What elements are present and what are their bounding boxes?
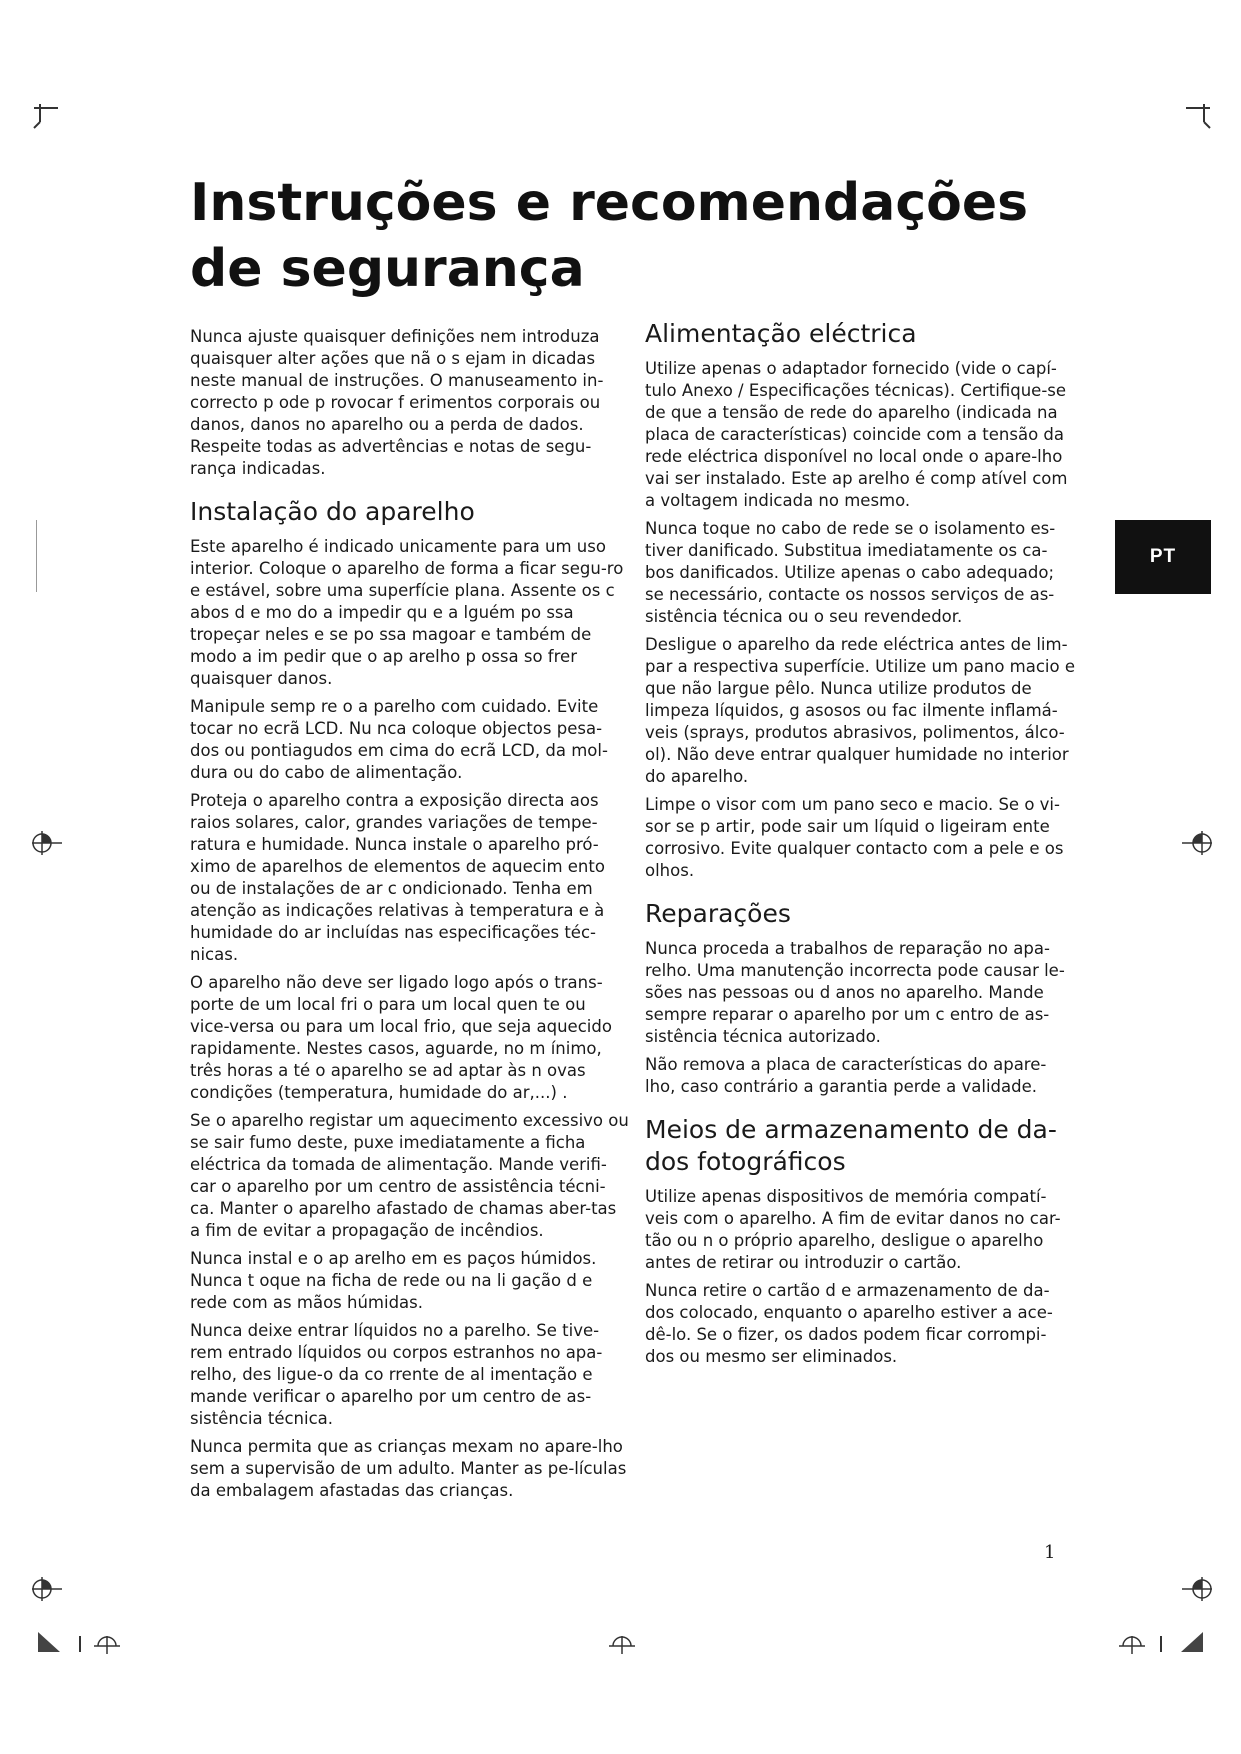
paragraph: Nunca toque no cabo de rede se o isolamento es-tiver danificado. Substitua imediatamente os ca-bos danificados. Utilize apenas o cabo adequado; se necessário, contacte os nossos serviços de as-sistência técnica ou o seu revendedor. — [645, 519, 1056, 626]
page-number: 1 — [1044, 1542, 1056, 1563]
registration-target-bottom-left-icon — [30, 1572, 64, 1606]
paragraph: Se o aparelho registar um aquecimento excessivo ou se sair fumo deste, puxe imediatamente a ficha eléctrica da tomada de alimentação. Mande verifi-car o aparelho por um centro de assistência técni-ca. Manter o aparelho afastado de chamas aber-tas a fim de evitar a propagação de incêndios. — [190, 1111, 629, 1240]
paragraph: O aparelho não deve ser ligado logo após o trans-porte de um local fri o para um local quen te ou vice-versa ou para um local frio, que seja aquecido rapidamente. Nestes casos, aguarde, no m ínimo, três horas a té o aparelho se ad aptar às n ovas condições (temperatura, humidade do ar,...) . — [190, 973, 612, 1102]
section-heading-power: Alimentação eléctrica — [645, 319, 917, 348]
margin-line — [36, 520, 37, 592]
color-wedge-right-icon — [1115, 1628, 1205, 1654]
left-column — [190, 326, 630, 1508]
paragraph: Utilize apenas o adaptador fornecido (vide o capí-tulo Anexo / Especificações técnicas). Certifique-se de que a tensão de rede do aparelho (indicada na placa de características) coincide com a tensão da rede eléctrica disponível no local onde o apare-lho vai ser instalado. Este ap arelho é comp atível com a voltagem indicada no mesmo. — [645, 359, 1068, 510]
paragraph: Proteja o aparelho contra a exposição directa aos raios solares, calor, grandes variações de tempe-ratura e humidade. Nunca instale o aparelho pró-ximo de aparelhos de elementos de aquecim ento ou de instalações de ar c ondicionado. Tenha em atenção as indicações relativas à temperatura e à humidade do ar incluídas nas especificações téc-nicas. — [190, 791, 605, 964]
intro-paragraph: Nunca ajuste quaisquer definições nem introduza quaisquer alter ações que nã o s ejam in dicadas neste manual de instruções. O manuseamento in-correcto p ode p rovocar f erimentos corporais ou danos, danos no aparelho ou a perda de dados. Respeite todas as advertências e notas de segu-rança indicadas. — [190, 327, 604, 478]
paragraph: Nunca proceda a trabalhos de reparação no apa-relho. Uma manutenção incorrecta pode causar le-sões nas pessoas ou d anos no aparelho. Mande sempre reparar o aparelho por um c entro de as-sistência técnica autorizado. — [645, 939, 1065, 1046]
paragraph: Nunca retire o cartão d e armazenamento de da-dos colocado, enquanto o aparelho estiver a ace-dê-lo. Se o fizer, os dados podem ficar corrompi-dos ou mesmo ser eliminados. — [645, 1281, 1053, 1366]
paragraph: Desligue o aparelho da rede eléctrica antes de lim-par a respectiva superfície. Utilize um pano macio e que não largue pêlo. Nunca utilize produtos de limpeza líquidos, g asosos ou fac ilmente inflamá-veis (sprays, produtos abrasivos, polimentos, álco-ol). Não deve entrar qualquer humidade no interior do aparelho. — [645, 635, 1076, 786]
crop-mark-top-right-icon — [1180, 100, 1214, 134]
registration-target-bottom-right-icon — [1180, 1572, 1214, 1606]
section-heading-installation: Instalação do aparelho — [190, 497, 475, 526]
paragraph: Manipule semp re o a parelho com cuidado. Evite tocar no ecrã LCD. Nu nca coloque objectos pesa-dos ou pontiagudos em cima do ecrã LCD, da mol-dura ou do cabo de alimentação. — [190, 697, 608, 782]
color-wedge-left-icon — [36, 1628, 126, 1654]
paragraph: Nunca instal e o ap arelho em es paços húmidos. Nunca t oque na ficha de rede ou na li gação d e rede com as mãos húmidas. — [190, 1249, 597, 1312]
crop-mark-top-left-icon — [30, 100, 64, 134]
section-heading-storage-media: Meios de armazenamento de da-dos fotográficos — [645, 1115, 1057, 1176]
right-column — [645, 318, 1075, 1374]
paragraph: Nunca deixe entrar líquidos no a parelho. Se tive-rem entrado líquidos ou corpos estranhos no apa-relho, des ligue-o da co rrente de al imentação e mande verificar o aparelho por um centro de as-sistência técnica. — [190, 1321, 603, 1428]
registration-target-right-icon — [1180, 826, 1214, 860]
page-title: Instruções e recomendações de segurança — [190, 173, 1029, 299]
registration-target-left-icon — [30, 826, 64, 860]
paragraph: Utilize apenas dispositivos de memória compatí-veis com o aparelho. A fim de evitar danos no car-tão ou n o próprio aparelho, desligue o aparelho antes de retirar ou introduzir o cartão. — [645, 1187, 1061, 1272]
paragraph: Limpe o visor com um pano seco e macio. Se o vi-sor se p artir, pode sair um líquid o ligeiram ente corrosivo. Evite qualquer contacto com a pele e os olhos. — [645, 795, 1064, 880]
paragraph: Nunca permita que as crianças mexam no apare-lho sem a supervisão de um adulto. Manter as pe-lículas da embalagem afastadas das crianças. — [190, 1437, 627, 1500]
section-heading-repairs: Reparações — [645, 899, 791, 928]
paragraph: Este aparelho é indicado unicamente para um uso interior. Coloque o aparelho de forma a ficar segu-ro e estável, sobre uma superfície plana. Assente os c abos d e mo do a impedir qu e a lguém po ssa tropeçar neles e se po ssa magoar e também de modo a im pedir que o ap arelho p ossa so frer quaisquer danos. — [190, 537, 624, 688]
paragraph: Não remova a placa de características do apare-lho, caso contrário a garantia perde a validade. — [645, 1055, 1047, 1096]
language-tab: PT — [1115, 520, 1211, 594]
center-target-bottom-icon — [605, 1628, 639, 1654]
